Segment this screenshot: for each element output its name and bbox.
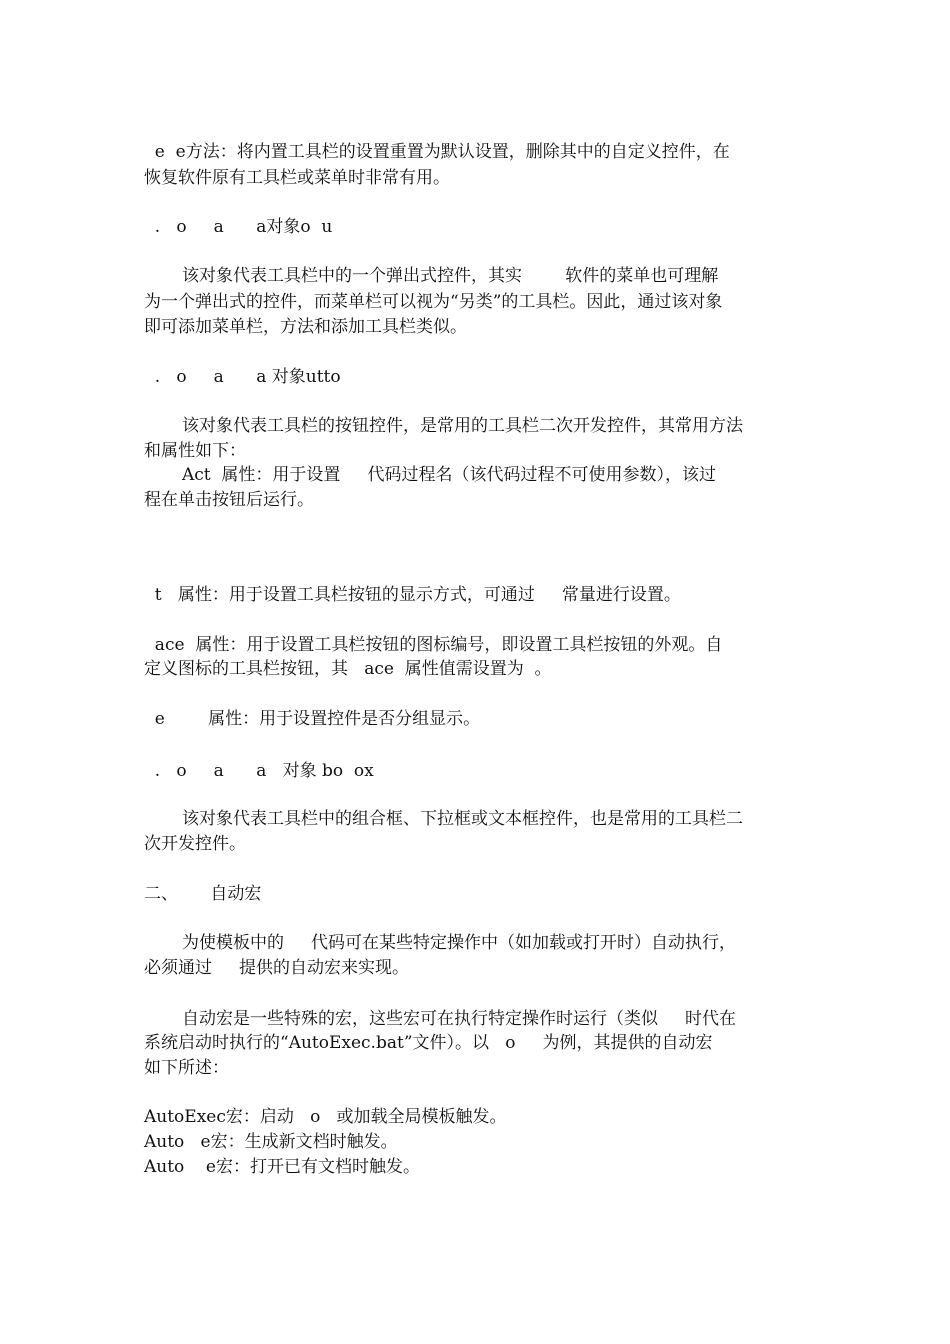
text-line: e 属性：用于设置控件是否分组显示。 [144,709,481,729]
section-heading: . o a a 对象utto [144,367,341,387]
text-line: e e方法：将内置工具栏的设置重置为默认设置，删除其中的自定义控件，在 [144,142,730,162]
text-line: 系统启动时执行的“AutoExec.bat”文件）。以 o 为例，其提供的自动宏 [144,1033,713,1053]
text-line: 该对象代表工具栏中的组合框、下拉框或文本框控件，也是常用的工具栏二 [182,809,743,829]
list-item: Auto e宏：打开已有文档时触发。 [144,1157,420,1177]
text-line: 必须通过 提供的自动宏来实现。 [144,958,410,978]
text-line: 如下所述： [144,1058,229,1078]
text-line: 该对象代表工具栏的按钮控件，是常用的工具栏二次开发控件，其常用方法 [182,416,743,436]
text-line: t 属性：用于设置工具栏按钮的显示方式，可通过 常量进行设置。 [144,585,681,605]
text-line: Act 属性：用于设置 代码过程名（该代码过程不可使用参数），该过 [182,465,716,485]
text-line: 该对象代表工具栏中的一个弹出式控件，其实 软件的菜单也可理解 [182,266,719,286]
section-heading: . o a a 对象 bo ox [144,761,374,781]
chapter-heading: 二、 自动宏 [144,884,262,904]
text-line: 恢复软件原有工具栏或菜单时非常有用。 [144,168,450,188]
list-item: Auto e宏：生成新文档时触发。 [144,1132,398,1152]
text-line: 程在单击按钮后运行。 [144,490,314,510]
section-heading: . o a a对象o u [144,217,333,237]
text-line: 为使模板中的 代码可在某些特定操作中（如加载或打开时）自动执行， [182,933,737,953]
text-line: 自动宏是一些特殊的宏，这些宏可在执行特定操作时运行（类似 时代在 [182,1009,737,1029]
list-item: AutoExec宏：启动 o 或加载全局模板触发。 [144,1107,507,1127]
text-line: ace 属性：用于设置工具栏按钮的图标编号，即设置工具栏按钮的外观。自 [144,635,723,655]
text-line: 为一个弹出式的控件，而菜单栏可以视为“另类”的工具栏。因此，通过该对象 [144,292,723,312]
text-line: 次开发控件。 [144,834,246,854]
text-line: 和属性如下： [144,441,246,461]
text-line: 即可添加菜单栏，方法和添加工具栏类似。 [144,317,467,337]
text-line: 定义图标的工具栏按钮，其 ace 属性值需设置为 。 [144,659,552,679]
